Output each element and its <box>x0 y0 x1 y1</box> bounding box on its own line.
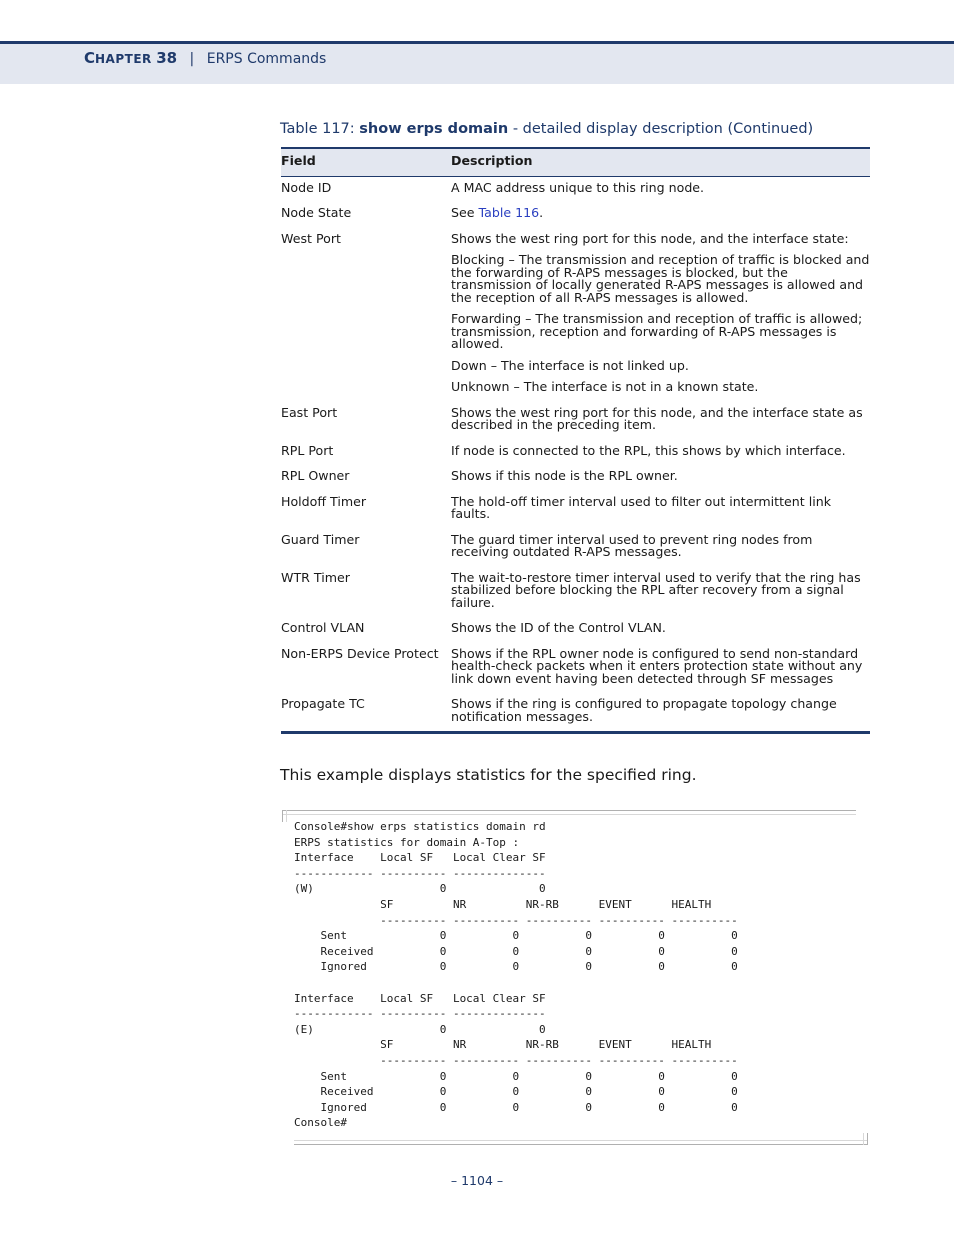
console-line: Interface Local SF Local Clear SF <box>294 851 546 865</box>
table-caption <box>280 121 813 137</box>
console-line: Sent 0 0 0 0 0 <box>294 1069 738 1083</box>
field-cell: Guard Timer <box>281 531 360 547</box>
description-text: Forwarding – The transmission and reception of traffic is allowed; transmission, reception and forwarding of R-APS messages is allowed. <box>451 311 863 351</box>
chapter-number: 38 <box>156 49 178 67</box>
description-text: Shows the west ring port for this node, and the interface state: <box>451 230 849 246</box>
chapter-initial: C <box>84 49 96 67</box>
console-line: ------------ ---------- -------------- <box>294 1007 546 1021</box>
example-intro-text: This example displays statistics for the specified ring. <box>280 766 697 784</box>
page-number: – 1104 – <box>450 1173 504 1188</box>
chapter-title <box>84 49 326 67</box>
description-text: Shows if the RPL owner node is configured to send non-standard health-check packets when it enters protection state without any link down event having been detected through SF messages <box>451 645 863 686</box>
column-header-field: Field <box>281 148 451 176</box>
description-text: A MAC address unique to this ring node. <box>451 179 705 195</box>
field-cell: Control VLAN <box>281 620 365 635</box>
description-text: If node is connected to the RPL, this shows by which interface. <box>451 442 846 458</box>
description-text: See <box>451 205 479 220</box>
description-cell <box>451 530 870 568</box>
console-line: Console#show erps statistics domain rd <box>294 820 546 833</box>
field-cell: East Port <box>281 404 338 420</box>
console-line: Received 0 0 0 0 0 <box>294 1085 738 1099</box>
table-row <box>281 176 870 203</box>
description-text: Blocking – The transmission and reception of traffic is blocked and the forwarding of R-APS messages is blocked, but the transmission of locally generated R-APS messages is allowed and the reception of all R-APS messages is allowed. <box>451 252 870 305</box>
description-text: The wait-to-restore timer interval used to verify that the ring has stabilized before blocking the RPL after recovery from a signal failure. <box>451 569 861 610</box>
frame-left-edge <box>282 810 287 822</box>
table-row <box>281 492 870 530</box>
table-row <box>281 530 870 568</box>
field-cell: Node State <box>281 205 352 220</box>
console-line: (E) 0 0 <box>294 1022 546 1036</box>
field-cell: Holdoff Timer <box>281 493 367 509</box>
console-output <box>294 819 738 1131</box>
description-text: The guard timer interval used to prevent ring nodes from receiving outdated R-APS messages. <box>451 531 813 559</box>
description-text: . <box>539 205 544 220</box>
caption-suffix: - detailed display description (Continued) <box>508 121 814 137</box>
description-text: Shows the ID of the Control VLAN. <box>451 620 666 635</box>
description-text: Unknown – The interface is not in a known state. <box>451 379 759 394</box>
console-line: SF NR NR-RB EVENT HEALTH <box>294 1038 712 1052</box>
table-row <box>281 229 870 403</box>
description-cell <box>451 176 870 203</box>
description-cell <box>451 403 870 441</box>
table-row <box>281 618 870 644</box>
description-text: The hold-off timer interval used to filter out intermittent link faults. <box>451 493 831 521</box>
console-line: Interface Local SF Local Clear SF <box>294 991 546 1005</box>
description-cell <box>451 568 870 619</box>
console-line: (W) 0 0 <box>294 882 546 896</box>
description-text: Shows if this node is the RPL owner. <box>451 468 678 483</box>
table-row <box>281 466 870 492</box>
description-cell <box>451 694 870 733</box>
field-cell: Propagate TC <box>281 694 451 733</box>
header-separator: | <box>189 51 195 67</box>
field-cell: Node ID <box>281 179 332 195</box>
console-line: Received 0 0 0 0 0 <box>294 944 738 958</box>
description-cell <box>451 492 870 530</box>
field-description-table <box>281 147 870 734</box>
console-line: Sent 0 0 0 0 0 <box>294 929 738 943</box>
field-cell: WTR Timer <box>281 569 350 585</box>
table-row <box>281 568 870 619</box>
frame-right-edge <box>863 1133 868 1145</box>
description-cell <box>451 229 870 403</box>
table-row <box>281 203 870 229</box>
console-line: Ignored 0 0 0 0 0 <box>294 1100 738 1114</box>
console-line: ERPS statistics for domain A-Top : <box>294 835 520 849</box>
console-line: ---------- ---------- ---------- ---------- ---------- <box>294 1053 738 1067</box>
console-line: Ignored 0 0 0 0 0 <box>294 960 738 974</box>
field-cell: RPL Owner <box>281 468 350 483</box>
description-cell <box>451 644 870 695</box>
field-cell: RPL Port <box>281 442 334 458</box>
chapter-header <box>0 41 954 84</box>
field-cell: Non-ERPS Device Protect <box>281 645 439 661</box>
table-116-link[interactable]: Table 116 <box>478 205 540 220</box>
frame-bottom-edge <box>294 1140 868 1145</box>
table-row <box>281 441 870 467</box>
chapter-section: ERPS Commands <box>206 51 327 67</box>
table-row <box>281 403 870 441</box>
description-cell <box>451 466 870 492</box>
description-cell <box>451 441 870 467</box>
table-row <box>281 644 870 695</box>
column-header-description: Description <box>451 148 870 176</box>
caption-command: show erps domain <box>359 121 509 137</box>
table-header-row <box>281 148 870 176</box>
description-text: Shows the west ring port for this node, and the interface state as described in the preceding item. <box>451 404 863 432</box>
chapter-word: HAPTER <box>95 52 152 66</box>
description-text: Down – The interface is not linked up. <box>451 357 689 373</box>
description-cell <box>451 618 870 644</box>
field-cell: West Port <box>281 230 341 246</box>
console-line: ---------- ---------- ---------- ---------- ---------- <box>294 913 738 927</box>
console-line: SF NR NR-RB EVENT HEALTH <box>294 897 712 911</box>
console-line: Console# <box>294 1116 347 1130</box>
frame-top-edge <box>282 810 856 815</box>
description-text: Shows if the ring is configured to propagate topology change notification messages. <box>451 696 837 724</box>
description-cell <box>451 203 870 229</box>
console-line: ------------ ---------- -------------- <box>294 866 546 880</box>
table-row <box>281 694 870 733</box>
caption-prefix: Table 117: <box>280 121 360 137</box>
